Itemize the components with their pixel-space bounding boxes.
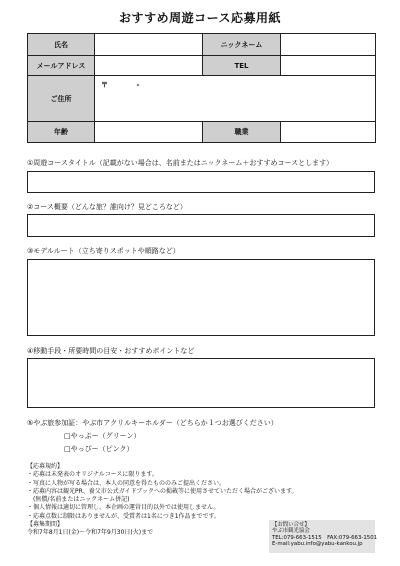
rule-line: ・応募は未発表のオリジナルコースに限ります。: [27, 471, 158, 479]
job-label: 職業: [203, 122, 281, 143]
option-yappu-green[interactable]: □やっぷー（グリーン）: [64, 432, 141, 440]
question-2-label: ②コース概要（どんな旅？誰向け？見どころなど）: [27, 203, 187, 211]
question-1-label: ①周遊コースタイトル（記載がない場合は、名前またはニックネーム＋おすすめコースとします）: [27, 159, 334, 167]
question-3-label: ③モデルルート（立ち寄りスポットや順路など）: [27, 247, 180, 255]
contact-heading: 【お問い合せ】: [272, 522, 310, 528]
age-label: 年齢: [28, 122, 95, 143]
period-heading: 【募集期間】: [27, 521, 64, 529]
age-field[interactable]: [95, 122, 203, 143]
applicant-info-table: [27, 33, 376, 143]
name-label: 氏名: [28, 34, 95, 56]
question-1-answer-box[interactable]: [27, 171, 375, 193]
zip-dash: -: [136, 81, 140, 89]
address-label: ご住所: [28, 76, 95, 122]
option-yappi-pink[interactable]: □やっぴー（ピンク）: [64, 445, 134, 453]
question-3-answer-box[interactable]: [27, 259, 375, 336]
contact-org: やぶ市観光協会: [272, 528, 310, 535]
job-field[interactable]: [281, 122, 376, 143]
email-field[interactable]: [95, 56, 203, 76]
nickname-label: ニックネーム: [203, 34, 281, 56]
zip-mark: 〒: [101, 81, 108, 89]
nickname-field[interactable]: [281, 34, 376, 56]
question-4-label: ④移動手段・所要時間の目安・おすすめポイントなど: [27, 347, 195, 355]
contact-tel: TEL:079-663-1515 FAX:079-663-1501: [272, 534, 378, 541]
contact-box: [269, 520, 378, 553]
contact-email: E-mail:yabu.info@yabu-kankou.jp: [272, 541, 363, 548]
tel-label: TEL: [203, 56, 281, 76]
question-4-answer-box[interactable]: [27, 358, 375, 408]
address-field[interactable]: [95, 76, 376, 122]
name-field[interactable]: [95, 34, 203, 56]
rule-line: ・応募点数に制限はありませんが、受賞者は1名につき1作品までです。: [27, 512, 221, 520]
rule-line: (無償/名前またはニックネーム併記): [27, 496, 130, 504]
period-text: 令和7年8月1日(金)～令和7年9月30日(火)まで: [27, 529, 154, 537]
question-5-label: ⑤やぶ旅参加証：やぶ市アクリルキーホルダー（どちらか１つお選びください）: [27, 419, 278, 427]
email-label: メールアドレス: [28, 56, 95, 76]
rule-line: ・応募内容は観光PR、養父市公式ガイドブックへの掲載等に使用させていただく場合がございます。: [27, 487, 298, 495]
tel-field[interactable]: [281, 56, 376, 76]
form-title: おすすめ周遊コース応募用紙: [118, 11, 282, 25]
rule-line: ・個人情報は適切に管理し、本企画の運営目的以外では使用しません。: [27, 504, 220, 512]
rule-line: ・写真に人物が写る場合は、本人の同意を得たもののみご提出ください。: [27, 479, 226, 487]
question-2-answer-box[interactable]: [27, 214, 375, 237]
rules-heading: 【応募規約】: [27, 463, 64, 470]
